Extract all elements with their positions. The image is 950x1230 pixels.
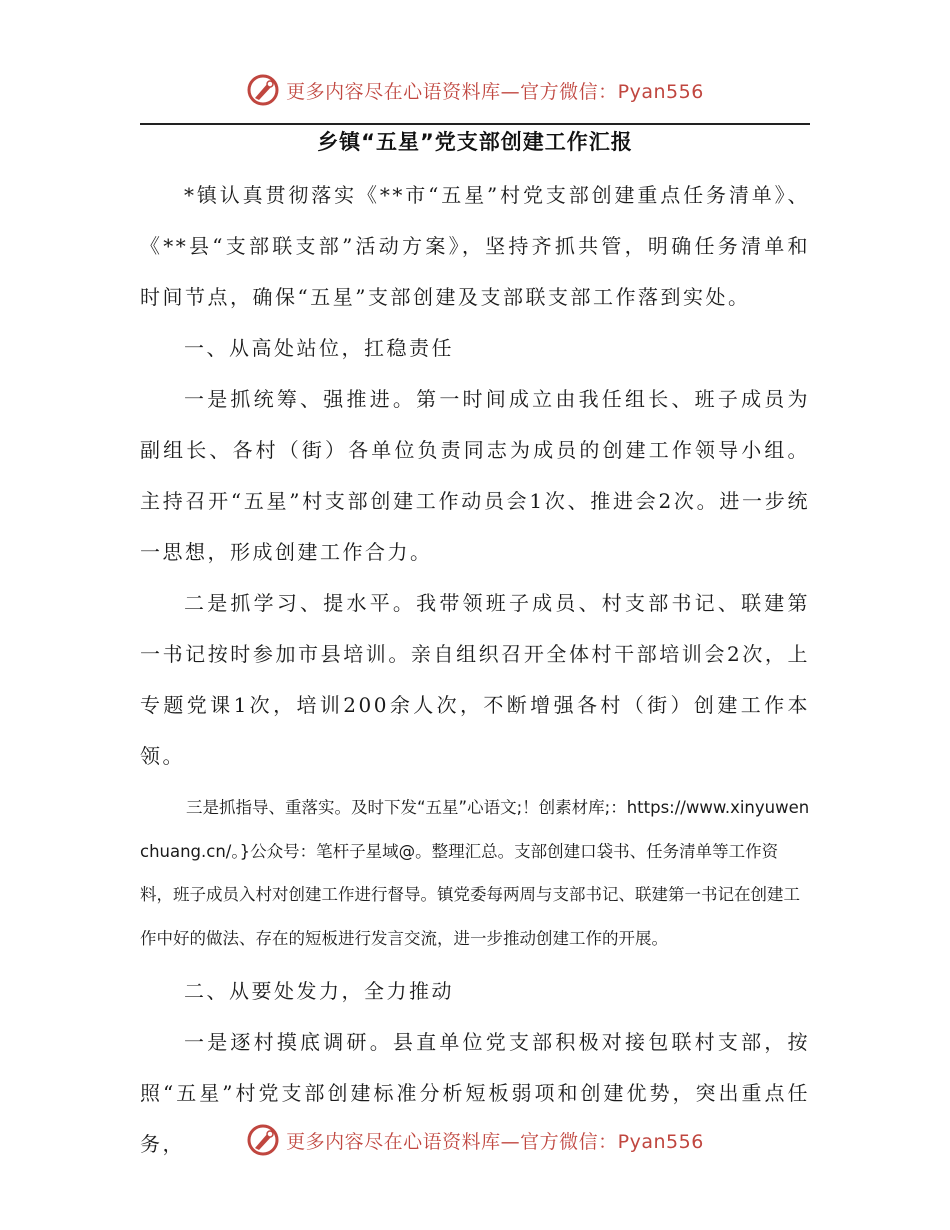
paragraph-intro: *镇认真贯彻落实《**市“五星”村党支部创建重点任务清单》、《**县“支部联支部”活动方案》，坚持齐抓共管，明确任务清单和时间节点，确保“五星”支部创建及支部联支部工作落到实处。: [140, 183, 810, 309]
header-rule: [140, 123, 810, 125]
heading-section-1: 一、从高处站位，扛稳责任: [184, 336, 454, 360]
document-title: 乡镇“五星”党支部创建工作汇报: [317, 130, 633, 154]
paragraph-2-1: 一是逐村摸底调研。县直单位党支部积极对接包联村支部，按照“五星”村党支部创建标准分析短板弱项和创建优势，突出重点任务，: [140, 1030, 810, 1156]
watermark-logo-icon: [246, 73, 280, 107]
watermark-footer: [0, 1120, 950, 1160]
watermark-logo-icon: [246, 1123, 280, 1157]
heading-section-2: 二、从要处发力，全力推动: [184, 979, 454, 1003]
watermark-text: 更多内容尽在心语资料库—官方微信：Pyan556: [286, 1130, 704, 1153]
watermark-text: 更多内容尽在心语资料库—官方微信：Pyan556: [286, 80, 704, 103]
watermark-header: [0, 70, 950, 110]
paragraph-1-2: 二是抓学习、提水平。我带领班子成员、村支部书记、联建第一书记按时参加市县培训。亲自组织召开全体村干部培训会2次，上专题党课1次，培训200余人次，不断增强各村（街）创建工作本领。: [140, 591, 810, 768]
paragraph-1-1: 一是抓统筹、强推进。第一时间成立由我任组长、班子成员为副组长、各村（街）各单位负责同志为成员的创建工作领导小组。主持召开“五星”村支部创建工作动员会1次、推进会2次。进一步统一思想，形成创建工作合力。: [140, 387, 810, 564]
paragraph-1-3: 三是抓指导、重落实。及时下发“五星”心语文;！创素材库;：https://www.xinyuwenchuang.cn/。}公众号：笔杆子星域@。整理汇总。支部创建口袋书、任务清单等工作资料，班子成员入村对创建工作进行督导。镇党委每两周与支部书记、联建第一书记在创建工作中好的做法、存在的短板进行发言交流，进一步推动创建工作的开展。: [140, 798, 810, 948]
document-body: [140, 170, 810, 1170]
